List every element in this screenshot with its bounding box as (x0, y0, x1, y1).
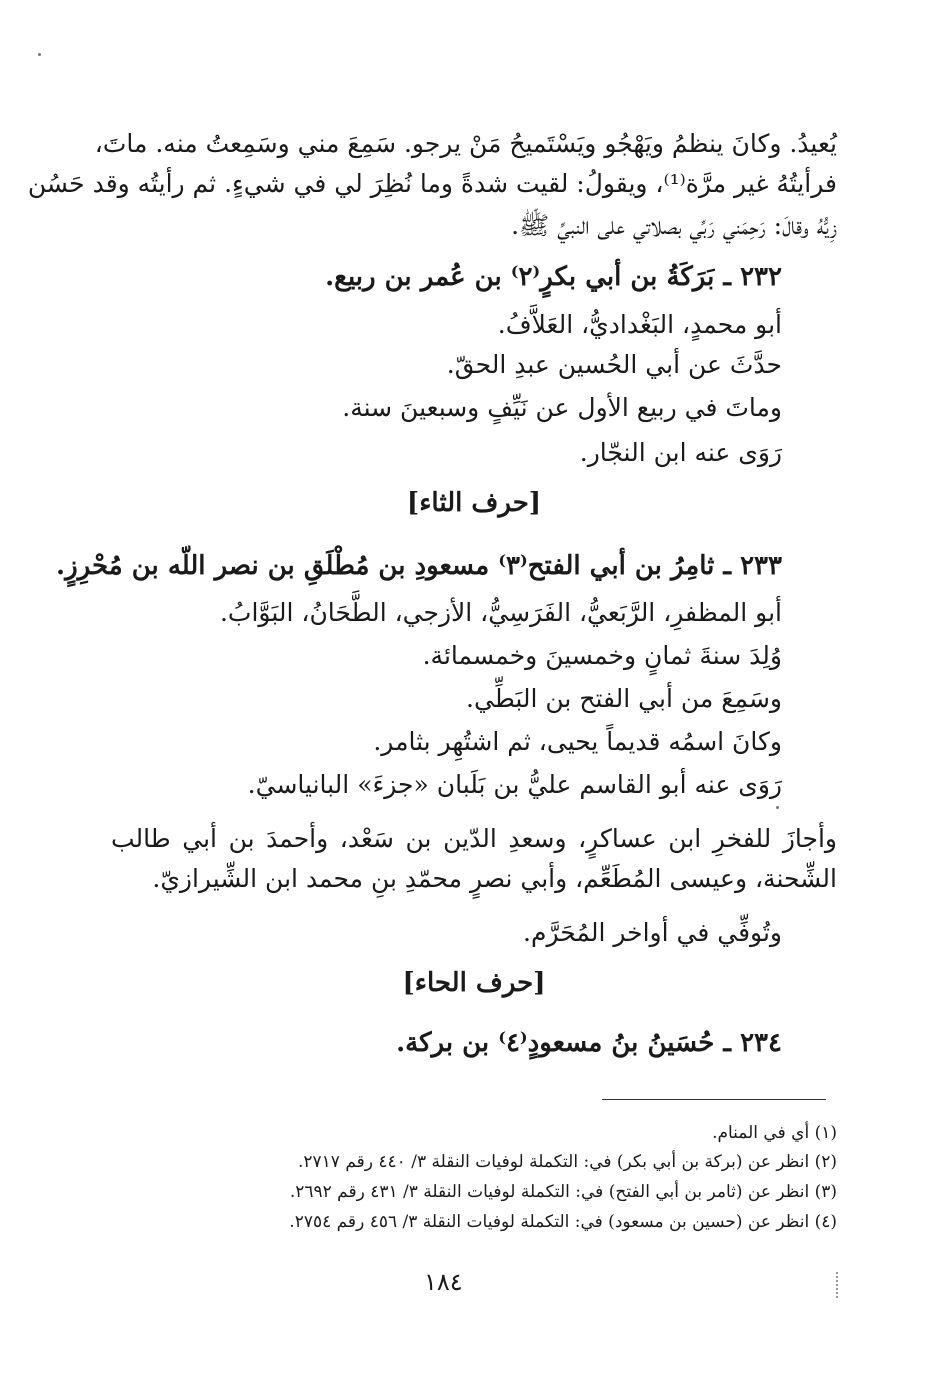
footnote-3 (290, 1184, 837, 1201)
footnote-text: انظر عن (ثامر بن أبي الفتح) في: التكملة لوفيات النقلة ٣/ ٤٣١ رقم ٢٦٩٢. (289, 1182, 810, 1202)
footnote-separator (602, 1099, 826, 1100)
section-title-ha: [حرف الحاء] (402, 968, 546, 998)
entry-233-para-line-1: وأجازَ للفخرِ ابن عساكرٍ، وسعدِ الدّين بن سَعْد، وأحمدَ بن أبي طالب (111, 824, 837, 853)
entry-233-line-4: وكانَ اسمُه قديماً يحيى، ثم اشتُهِر بثامر. (373, 727, 782, 756)
footnote-1 (712, 1125, 837, 1142)
footnote-number: (٤) (814, 1212, 837, 1232)
page-number: ١٨٤ (424, 1268, 463, 1296)
scan-mark (836, 1272, 840, 1298)
entry-232-line-3: وماتَ في ربيع الأول عن نَيِّفٍ وسبعينَ سنة. (342, 393, 782, 422)
footnote-number: (٣) (814, 1182, 837, 1202)
entry-233-para-line-2: الشِّحنة، وعيسى المُطَعِّم، وأبي نصرٍ محمّدِ بنِ محمد ابن الشِّيرازيّ. (152, 864, 837, 893)
entry-232-heading: ٢٣٢ ـ بَرَكَةُ بن أبي بكرٍ⁽٢⁾ بن عُمر بن ربيع. (325, 262, 782, 292)
footnote-4 (289, 1214, 837, 1231)
scan-speck (776, 806, 779, 809)
section-title-tha: [حرف الثاء] (406, 488, 542, 518)
entry-233-death: وتُوفِّي في أواخر المُحَرَّم. (523, 918, 782, 947)
entry-233-line-1: أبو المظفرِ، الرَّبَعيُّ، الفَرَسِيُّ، الأزجي، الطَّحَانُ، البَوَّابُ. (219, 598, 782, 627)
entry-232-line-4: رَوَى عنه ابن النجّار. (579, 438, 782, 467)
footnote-text: انظر عن (بركة بن أبي بكر) في: التكملة لوفيات النقلة ٣/ ٤٤٠ رقم ٢٧١٧. (298, 1152, 810, 1172)
footnote-number: (١) (814, 1123, 837, 1143)
entry-233-line-3: وسَمِعَ من أبي الفتح بن البَطِّي. (466, 684, 782, 713)
footnote-number: (٢) (814, 1152, 837, 1172)
scan-speck (38, 53, 41, 56)
footnote-2 (298, 1154, 837, 1171)
entry-232-line-2: حدَّثَ عن أبي الحُسين عبدِ الحقّ. (446, 350, 782, 379)
entry-233-line-5: رَوَى عنه أبو القاسم عليُّ بن بَلَبان «جزءَ» البانياسيّ. (247, 770, 782, 799)
footnote-text: انظر عن (حسين بن مسعود) في: التكملة لوفيات النقلة ٣/ ٤٥٦ رقم ٢٧٥٤. (289, 1212, 810, 1232)
entry-233-heading: ٢٣٣ ـ ثامِرُ بن أبي الفتح⁽٣⁾ مسعودِ بن مُطْلَقِ بن نصر اللّه بن مُحْرِزٍ. (56, 551, 782, 581)
body-line-1: يُعيدُ. وكانَ ينظمُ ويَهْجُو ويَسْتَميحُ مَنْ يرجو. سَمِعَ مني وسَمِعتُ منه. ماتَ، (94, 129, 837, 158)
body-line-3: زِيُّهُ وقالَ: رَحِمَني رَبِّي بصلاتي على النبيِّ ﷺ. (511, 211, 837, 240)
entry-233-line-2: وُلِدَ سنةَ ثمانٍ وخمسينَ وخمسمائة. (422, 641, 782, 670)
entry-232-line-1: أبو محمدٍ، البَغْداديُّ، العَلاَّفُ. (497, 310, 782, 339)
footnote-text: أي في المنام. (712, 1123, 810, 1143)
entry-234-heading: ٢٣٤ ـ حُسَينُ بنُ مسعودٍ⁽٤⁾ بن بركة. (396, 1028, 782, 1058)
body-line-2: فرأيتُهُ غير مرَّة⁽¹⁾، ويقولُ: لقيت شدةً وما نُظِرَ لي في شيءٍ. ثم رأيتُه وقد حَسُن (27, 169, 837, 198)
